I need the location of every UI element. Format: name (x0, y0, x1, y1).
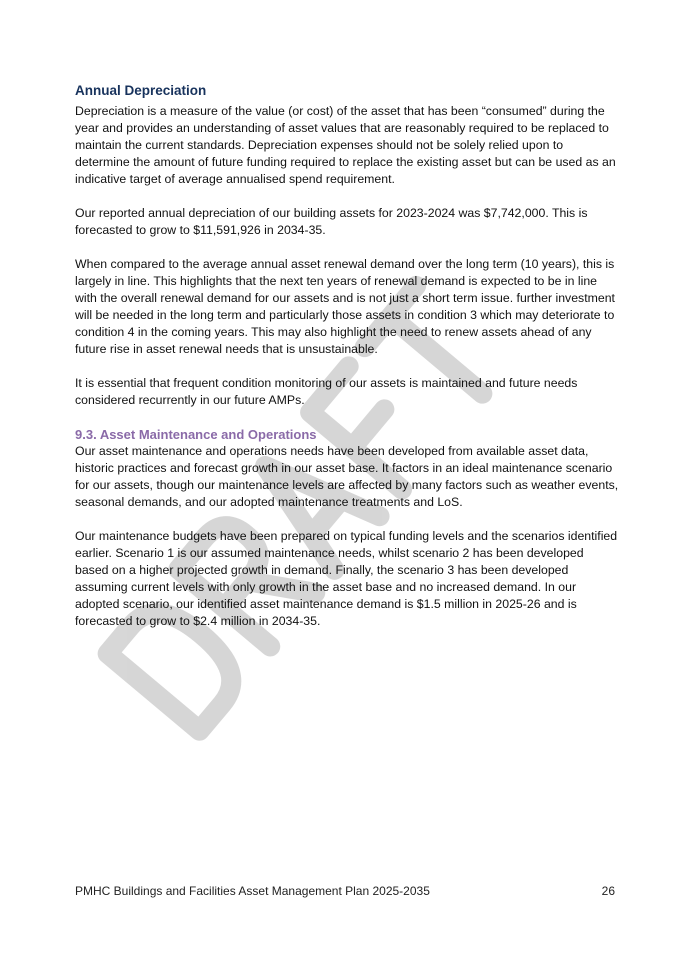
annual-depreciation-section (75, 82, 620, 409)
footer-page-number: 26 (601, 884, 615, 898)
annual-depreciation-heading: Annual Depreciation (75, 83, 207, 98)
depreciation-paragraph-4: It is essential that frequent condition monitoring of our assets is maintained and future needs considered recurrently in our future AMPs. (75, 376, 578, 407)
depreciation-paragraph-2: Our reported annual depreciation of our building assets for 2023-2024 was $7,742,000. This is forecasted to grow to $11,591,926 in 2034-35. (75, 206, 588, 237)
footer-document-title: PMHC Buildings and Facilities Asset Management Plan 2025-2035 (75, 884, 430, 898)
page-content (75, 82, 620, 647)
asset-maintenance-section (75, 426, 620, 630)
depreciation-paragraph-3: When compared to the average annual asset renewal demand over the long term (10 years), this is largely in line. This highlights that the next ten years of renewal demand is expected to be in line with the overall renewal demand for our assets and is not just a short term issue. further investment will be needed in the long term and particularly those assets in condition 3 which may deteriorate to condition 4 in the coming years. This may also highlight the need to renew assets ahead of any future rise in asset renewal needs that is unsustainable. (75, 257, 615, 356)
maintenance-paragraph-1: Our asset maintenance and operations needs have been developed from available asset data, historic practices and forecast growth in our asset base. It factors in an ideal maintenance scenario for our assets, though our maintenance levels are affected by many factors such as weather events, seasonal demands, and our adopted maintenance treatments and LoS. (75, 444, 619, 509)
depreciation-paragraph-1: Depreciation is a measure of the value (or cost) of the asset that has been “consumed” during the year and provides an understanding of asset values that are reasonably required to be replaced to maintain the current standards. Depreciation expenses should not be solely relied upon to determine the amount of future funding required to replace the existing asset but can be used as an indicative target of average annualised spend requirement. (75, 104, 616, 186)
asset-maintenance-heading: 9.3. Asset Maintenance and Operations (75, 427, 317, 442)
maintenance-paragraph-2: Our maintenance budgets have been prepared on typical funding levels and the scenarios identified earlier. Scenario 1 is our assumed maintenance needs, whilst scenario 2 has been developed based on a higher projected growth in demand. Finally, the scenario 3 has been developed assuming current levels with only growth in the asset base and no increased demand. In our adopted scenario, our identified asset maintenance demand is $1.5 million in 2025-26 and is forecasted to grow to $2.4 million in 2034-35. (75, 529, 618, 628)
